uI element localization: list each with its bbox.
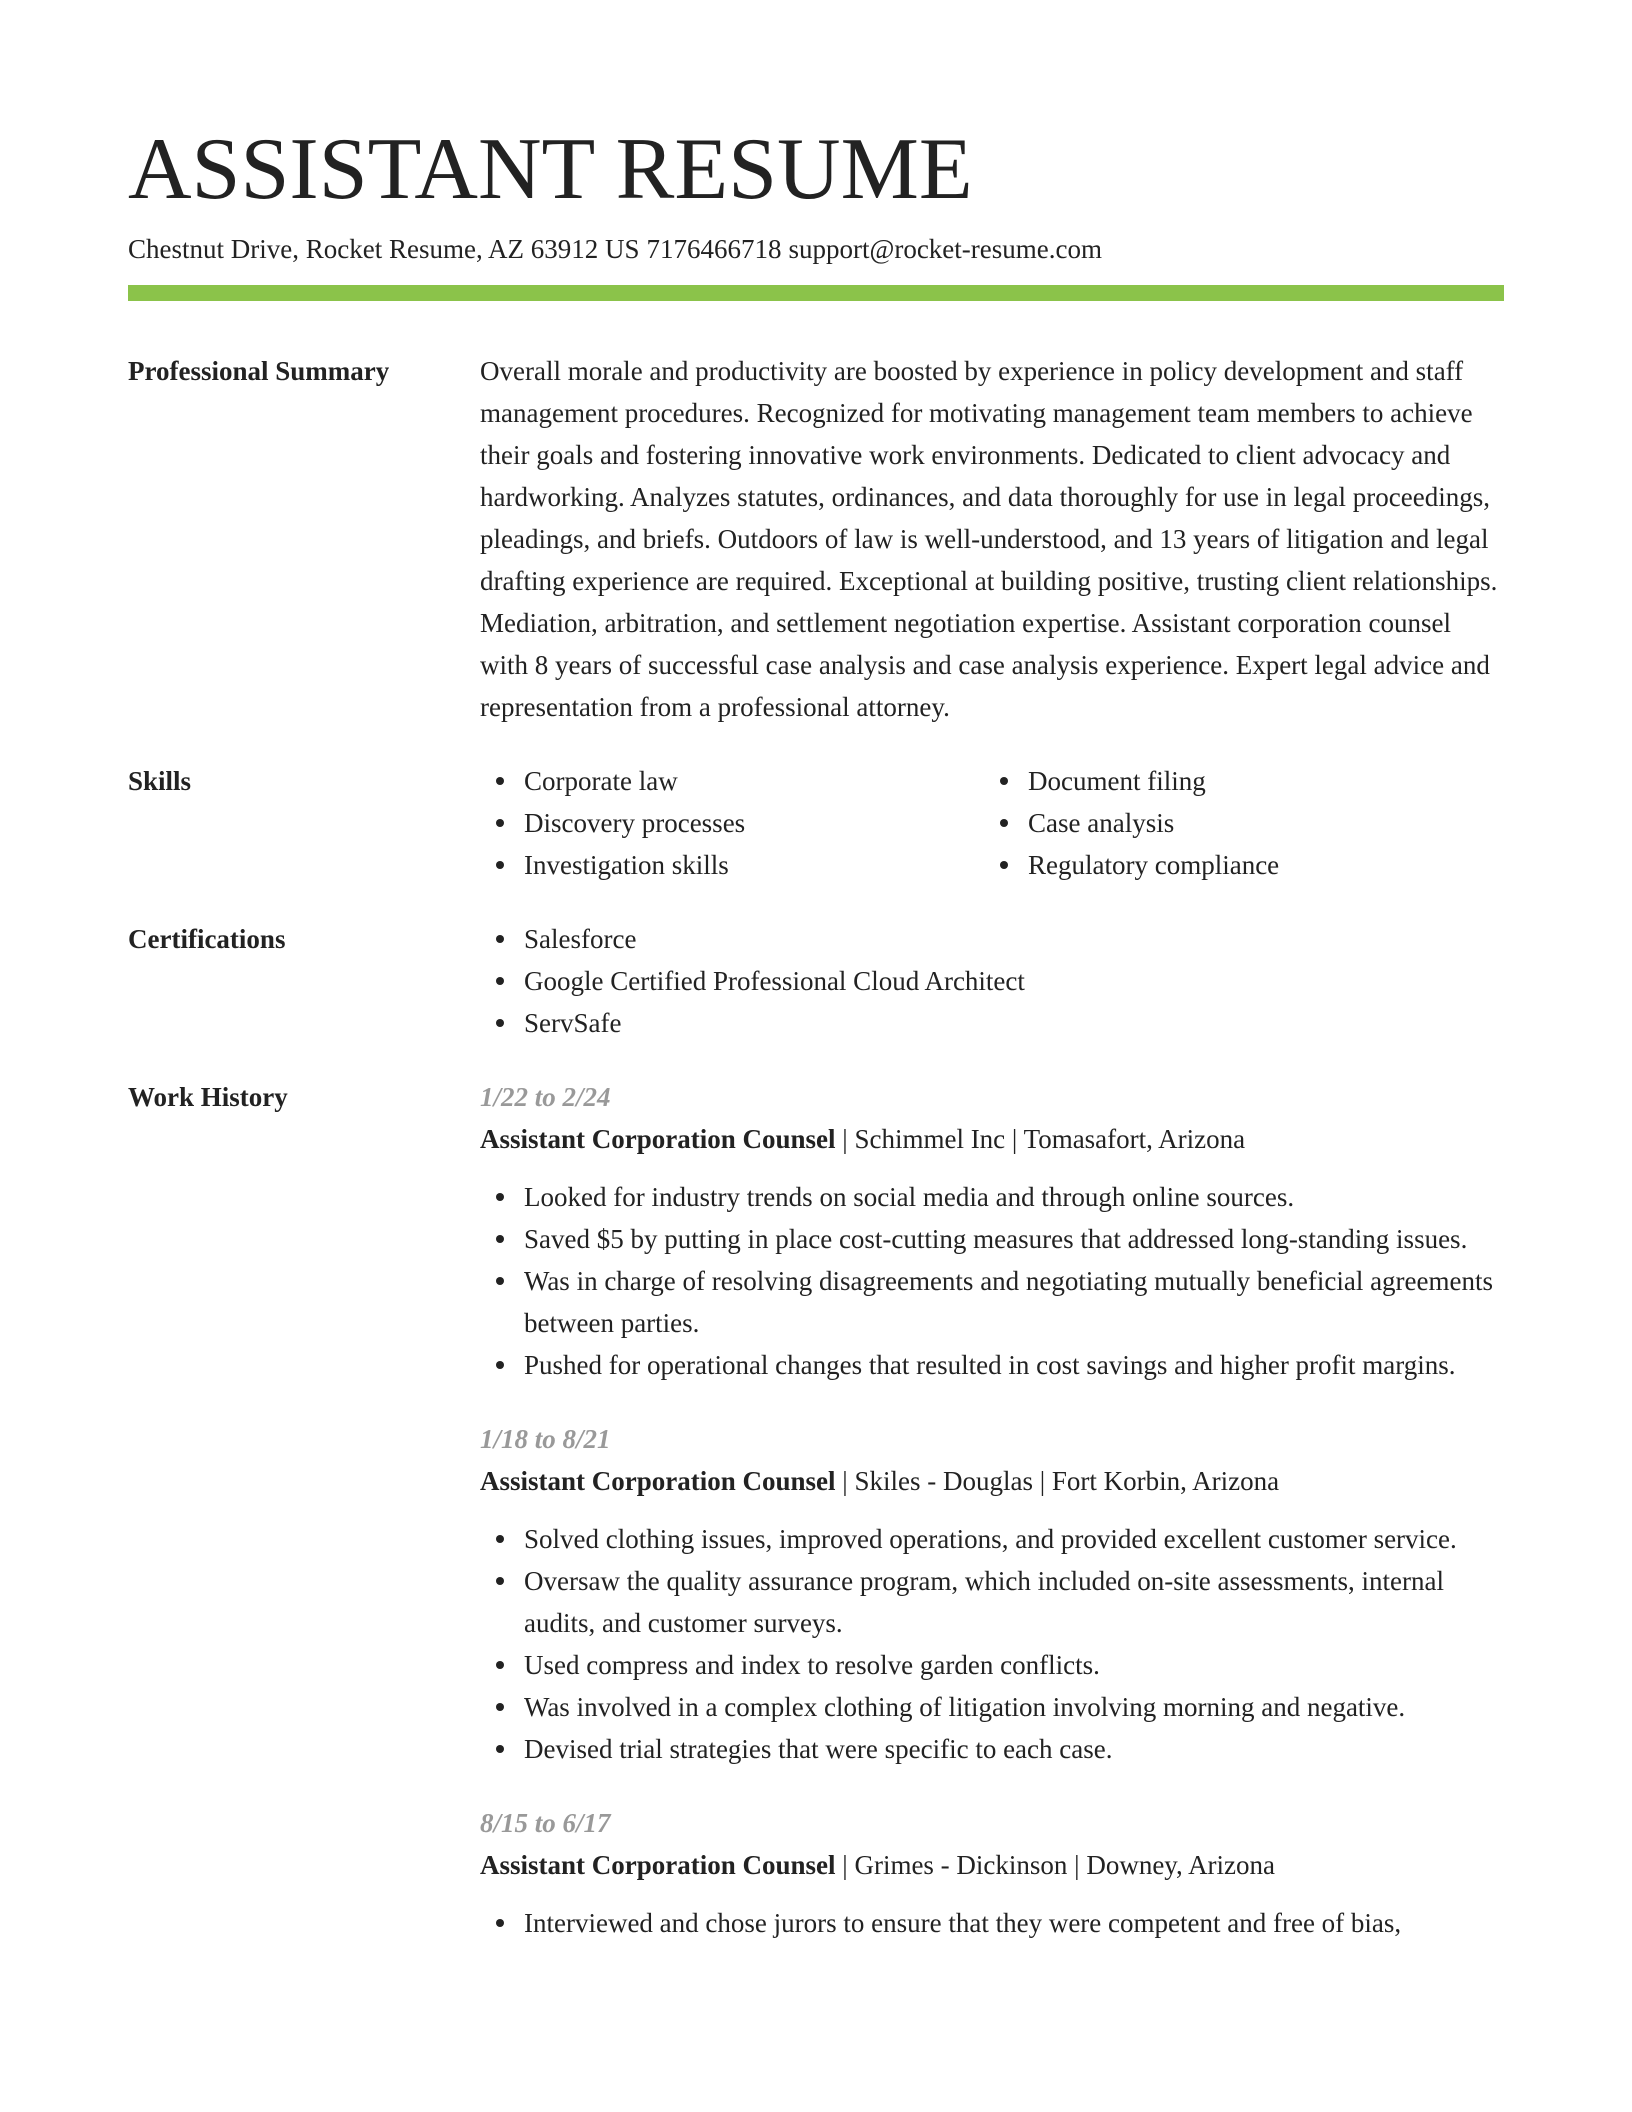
job-dates: 1/22 to 2/24	[480, 1082, 611, 1112]
job-title-line	[480, 1460, 1504, 1502]
skill-item: Case analysis	[984, 802, 1488, 844]
job-bullet: Was in charge of resolving disagreements and negotiating mutually beneficial agreements between parties.	[480, 1260, 1504, 1344]
job-bullet: Interviewed and chose jurors to ensure that they were competent and free of bias,	[480, 1902, 1504, 1944]
contact-phone: 7176466718	[646, 234, 782, 264]
resume-name: ASSISTANT RESUME	[128, 121, 973, 218]
certification-item: Google Certified Professional Cloud Architect	[480, 960, 1504, 1002]
job-bullet: Pushed for operational changes that resulted in cost savings and higher profit margins.	[480, 1344, 1504, 1386]
job-bullet: Devised trial strategies that were specific to each case.	[480, 1728, 1504, 1770]
job-bullets	[480, 1518, 1504, 1770]
skills-list	[480, 760, 1504, 886]
section-professional-summary	[128, 350, 1504, 728]
certification-item: Salesforce	[480, 918, 1504, 960]
section-work-history	[128, 1076, 1504, 1976]
job-details: | Schimmel Inc | Tomasafort, Arizona	[835, 1124, 1246, 1154]
job-bullet: Oversaw the quality assurance program, which included on-site assessments, internal audits, and customer surveys.	[480, 1560, 1504, 1644]
section-label-skills: Skills	[128, 766, 192, 796]
job-bullet: Was involved in a complex clothing of litigation involving morning and negative.	[480, 1686, 1504, 1728]
skill-item: Regulatory compliance	[984, 844, 1488, 886]
job-title-line	[480, 1118, 1504, 1160]
resume-sections	[128, 350, 1504, 1976]
contact-line	[128, 230, 1102, 268]
job-bullet: Saved $5 by putting in place cost-cutting measures that addressed long-standing issues.	[480, 1218, 1504, 1260]
job-title: Assistant Corporation Counsel	[480, 1124, 836, 1154]
job-details: | Skiles - Douglas | Fort Korbin, Arizona	[835, 1466, 1280, 1496]
skill-item: Document filing	[984, 760, 1488, 802]
section-label-certifications: Certifications	[128, 924, 286, 954]
job-bullets	[480, 1902, 1504, 1944]
job-bullet: Looked for industry trends on social media and through online sources.	[480, 1176, 1504, 1218]
section-certifications	[128, 918, 1504, 1044]
summary-text: Overall morale and productivity are boosted by experience in policy development and staff management procedures. Recognized for motivating management team members to achieve their goals and fostering innovative work environments. Dedicated to client advocacy and hardworking. Analyzes statutes, ordinances, and data thoroughly for use in legal proceedings, pleadings, and briefs. Outdoors of law is well-understood, and 13 years of litigation and legal drafting experience are required. Exceptional at building positive, trusting client relationships. Mediation, arbitration, and settlement negotiation expertise. Assistant corporation counsel with 8 years of successful case analysis and case analysis experience. Expert legal advice and representation from a professional attorney.	[480, 356, 1498, 722]
section-label-work-history: Work History	[128, 1082, 288, 1112]
job-details: | Grimes - Dickinson | Downey, Arizona	[835, 1850, 1276, 1880]
contact-email: support@rocket-resume.com	[788, 234, 1102, 264]
resume-page	[128, 0, 1504, 2112]
job-title: Assistant Corporation Counsel	[480, 1850, 836, 1880]
certification-item: ServSafe	[480, 1002, 1504, 1044]
job-dates: 8/15 to 6/17	[480, 1808, 611, 1838]
job-bullet: Solved clothing issues, improved operations, and provided excellent customer service.	[480, 1518, 1504, 1560]
job-title: Assistant Corporation Counsel	[480, 1466, 836, 1496]
contact-address: Chestnut Drive, Rocket Resume, AZ 63912 US	[128, 234, 640, 264]
section-skills	[128, 760, 1504, 886]
job-entry	[480, 1802, 1504, 1944]
section-label-summary: Professional Summary	[128, 356, 390, 386]
job-entry	[480, 1076, 1504, 1386]
skill-item: Discovery processes	[480, 802, 984, 844]
job-bullets	[480, 1176, 1504, 1386]
job-entry	[480, 1418, 1504, 1770]
skill-item: Corporate law	[480, 760, 984, 802]
job-bullet: Used compress and index to resolve garden conflicts.	[480, 1644, 1504, 1686]
job-title-line	[480, 1844, 1504, 1886]
header-divider	[128, 285, 1504, 301]
job-dates: 1/18 to 8/21	[480, 1424, 611, 1454]
skill-item: Investigation skills	[480, 844, 984, 886]
certifications-list	[480, 918, 1504, 1044]
